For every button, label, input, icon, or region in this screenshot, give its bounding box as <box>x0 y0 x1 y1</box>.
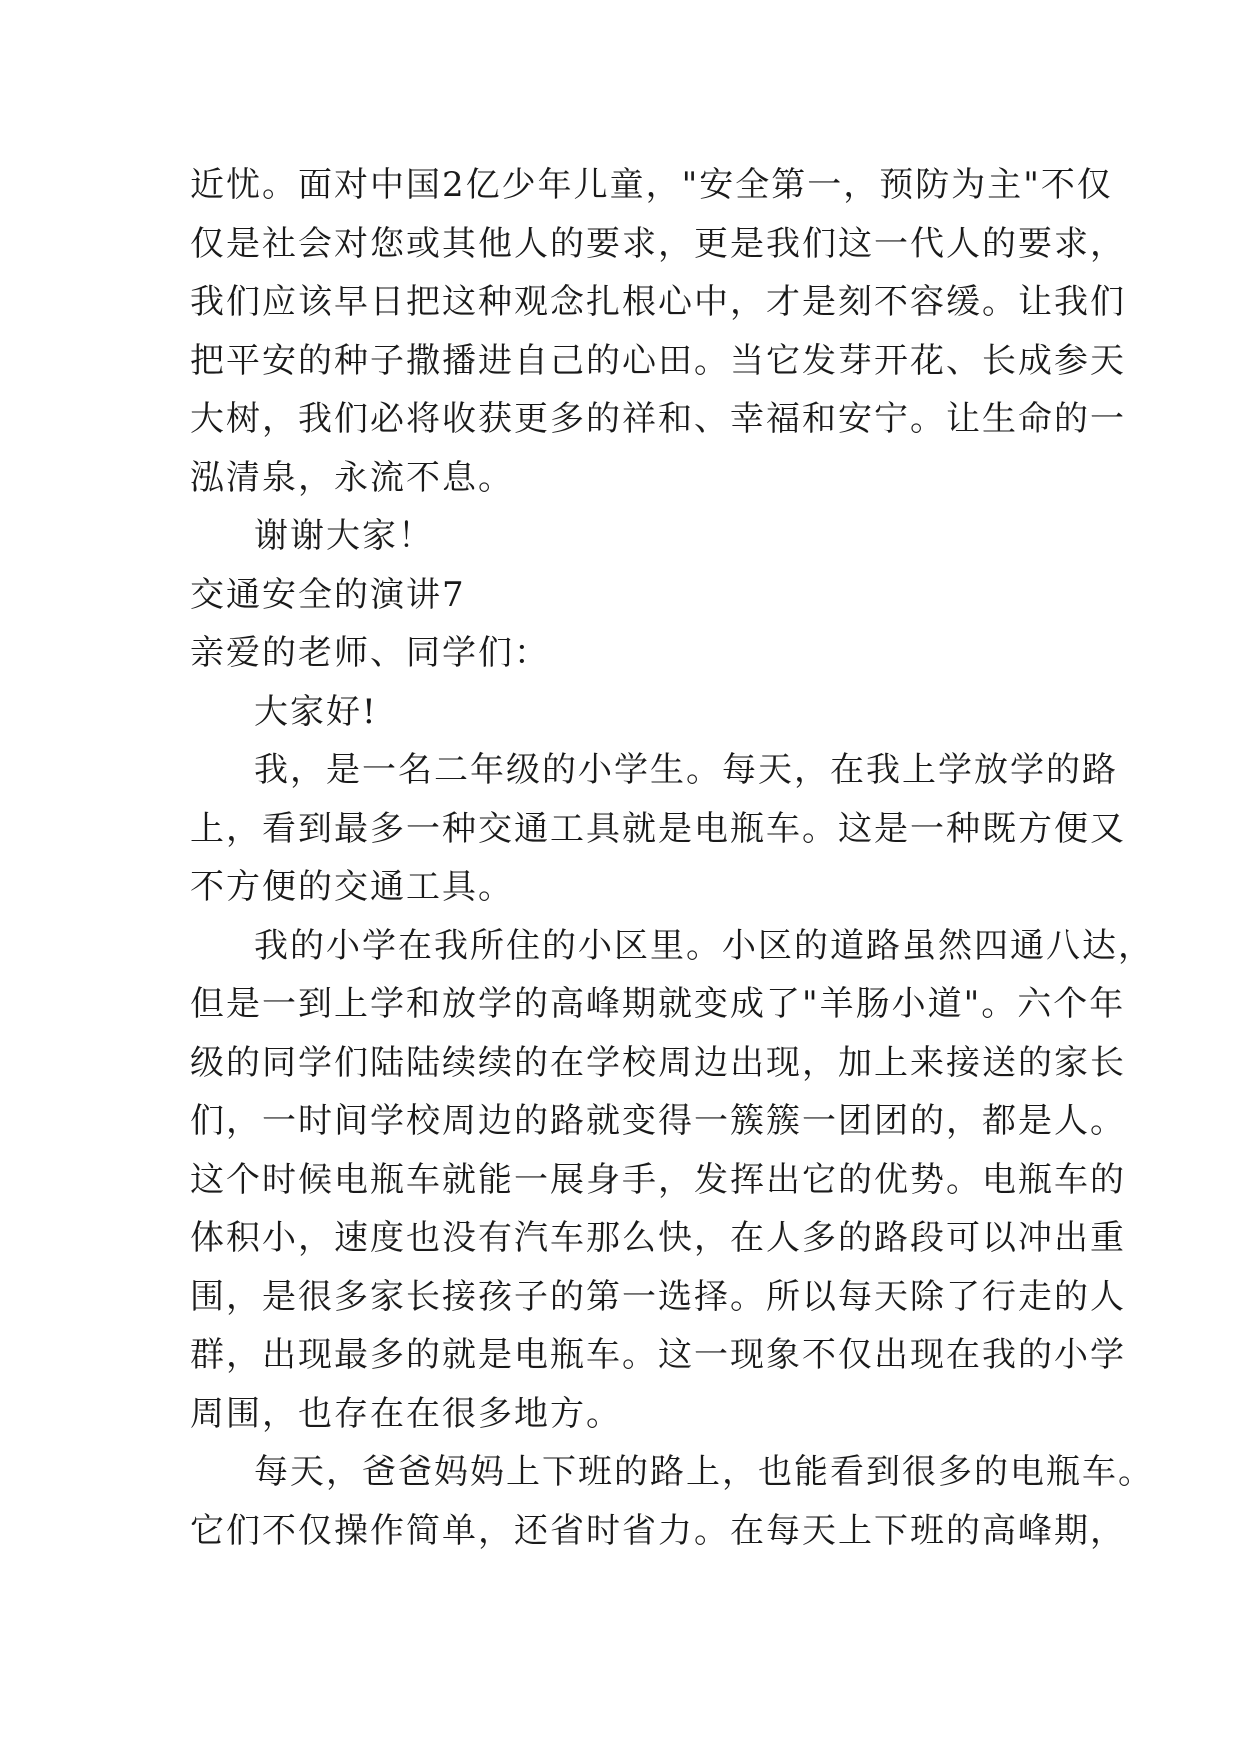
text-line: 上，看到最多一种交通工具就是电瓶车。这是一种既方便又 <box>190 808 1126 849</box>
text-line: 但是一到上学和放学的高峰期就变成了"羊肠小道"。六个年 <box>190 984 1126 1024</box>
text-line: 谢谢大家！ <box>254 516 434 556</box>
text-line: 仅是社会对您或其他人的要求，更是我们这一代人的要求， <box>190 223 1126 264</box>
text-line: 体积小，速度也没有汽车那么快，在人多的路段可以冲出重 <box>190 1218 1126 1258</box>
text-line: 这个时候电瓶车就能一展身手，发挥出它的优势。电瓶车的 <box>190 1159 1126 1200</box>
document-body <box>190 156 1154 1560</box>
text-line: 近忧。面对中国2亿少年儿童，"安全第一，预防为主"不仅 <box>190 165 1113 205</box>
text-line: 亲爱的老师、同学们： <box>190 633 550 673</box>
text-line: 交通安全的演讲7 <box>190 574 466 615</box>
text-line: 每天，爸爸妈妈上下班的路上，也能看到很多的电瓶车。 <box>254 1452 1154 1492</box>
text-line: 我，是一名二年级的小学生。每天，在我上学放学的路 <box>254 750 1118 790</box>
text-line: 大树，我们必将收获更多的祥和、幸福和安宁。让生命的一 <box>190 399 1126 439</box>
text-line: 围，是很多家长接孩子的第一选择。所以每天除了行走的人 <box>190 1276 1126 1317</box>
text-line: 我的小学在我所住的小区里。小区的道路虽然四通八达， <box>254 925 1154 966</box>
text-line: 把平安的种子撒播进自己的心田。当它发芽开花、长成参天 <box>190 340 1126 381</box>
text-line: 级的同学们陆陆续续的在学校周边出现，加上来接送的家长 <box>190 1042 1126 1083</box>
text-line: 周围，也存在在很多地方。 <box>190 1393 622 1434</box>
text-line: 它们不仅操作简单，还省时省力。在每天上下班的高峰期， <box>190 1510 1126 1551</box>
text-line: 不方便的交通工具。 <box>190 867 514 907</box>
text-line: 群，出现最多的就是电瓶车。这一现象不仅出现在我的小学 <box>190 1335 1126 1375</box>
text-line: 泓清泉，永流不息。 <box>190 457 514 498</box>
text-line: 大家好! <box>254 691 378 732</box>
text-line: 我们应该早日把这种观念扎根心中，才是刻不容缓。让我们 <box>190 282 1126 322</box>
text-line: 们，一时间学校周边的路就变得一簇簇一团团的，都是人。 <box>190 1101 1126 1141</box>
